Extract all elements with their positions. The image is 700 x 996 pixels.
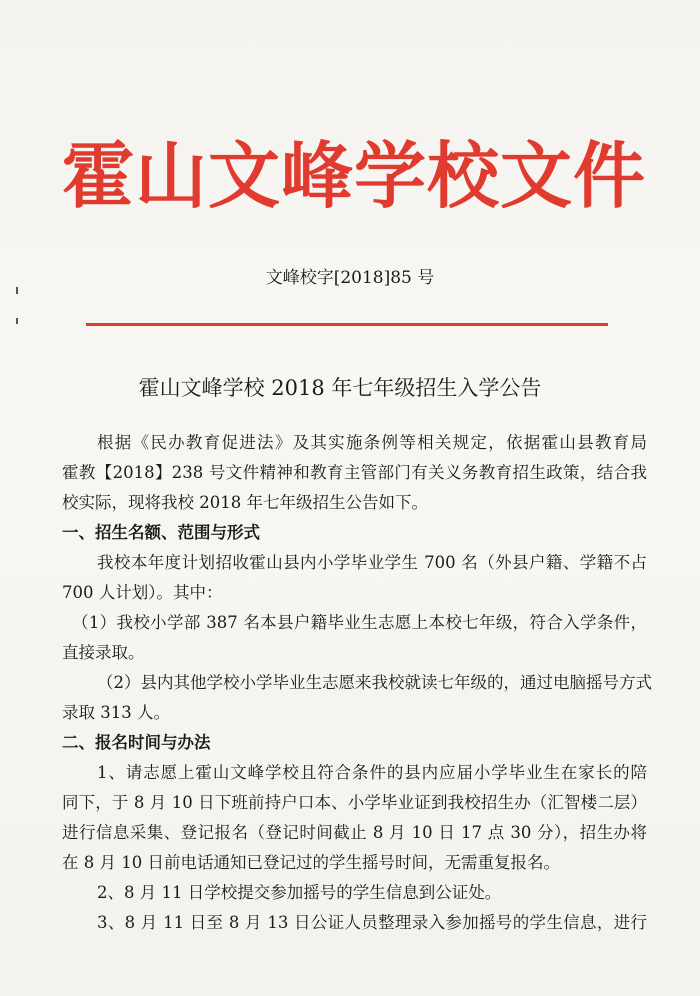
paragraph-line: 根据《民办教育促进法》及其实施条例等相关规定，依据霍山县教育局	[97, 433, 647, 452]
paragraph-line: 在 8 月 10 日前电话通知已登记过的学生摇号时间，无需重复报名。	[62, 853, 560, 872]
red-divider	[86, 323, 608, 326]
paragraph-line: 1、请志愿上霍山文峰学校且符合条件的县内应届小学毕业生在家长的陪	[97, 763, 647, 782]
paragraph-line: 700 人计划）。其中：	[62, 583, 223, 602]
paragraph-line: 校实际，现将我校 2018 年七年级招生公告如下。	[62, 493, 428, 512]
paragraph-line: 3、8 月 11 日至 8 月 13 日公证人员整理录入参加摇号的学生信息，进行	[97, 913, 647, 932]
paragraph-line: 直接录取。	[62, 643, 145, 662]
scan-mark	[16, 287, 18, 294]
paragraph-line: 录取 313 人。	[62, 703, 170, 722]
paragraph-line: 我校本年度计划招收霍山县内小学毕业学生 700 名（外县户籍、学籍不占	[97, 553, 647, 572]
section-heading: 一、招生名额、范围与形式	[62, 523, 260, 542]
paragraph-line: （1）我校小学部 387 名本县户籍毕业生志愿上本校七年级，符合入学条件，	[72, 613, 647, 632]
notice-body	[62, 428, 652, 938]
paragraph-line: 霍教【2018】238 号文件精神和教育主管部门有关义务教育招生政策，结合我	[62, 463, 647, 482]
document-header-title: 霍山文峰学校文件	[62, 133, 647, 218]
notice-title: 霍山文峰学校 2018 年七年级招生入学公告	[138, 376, 542, 400]
paragraph-line: 同下，于 8 月 10 日下班前持户口本、小学毕业证到我校招生办（汇智楼二层）	[62, 793, 647, 812]
paragraph-line: 2、8 月 11 日学校提交参加摇号的学生信息到公证处。	[97, 883, 502, 902]
document-number: 文峰校字[2018]85 号	[265, 268, 435, 288]
scan-mark	[16, 318, 18, 324]
section-heading: 二、报名时间与办法	[62, 733, 211, 752]
paragraph-line: 进行信息采集、登记报名（登记时间截止 8 月 10 日 17 点 30 分），招生办将	[62, 823, 647, 842]
paragraph-line: （2）县内其他学校小学毕业生志愿来我校就读七年级的，通过电脑摇号方式	[97, 673, 652, 692]
